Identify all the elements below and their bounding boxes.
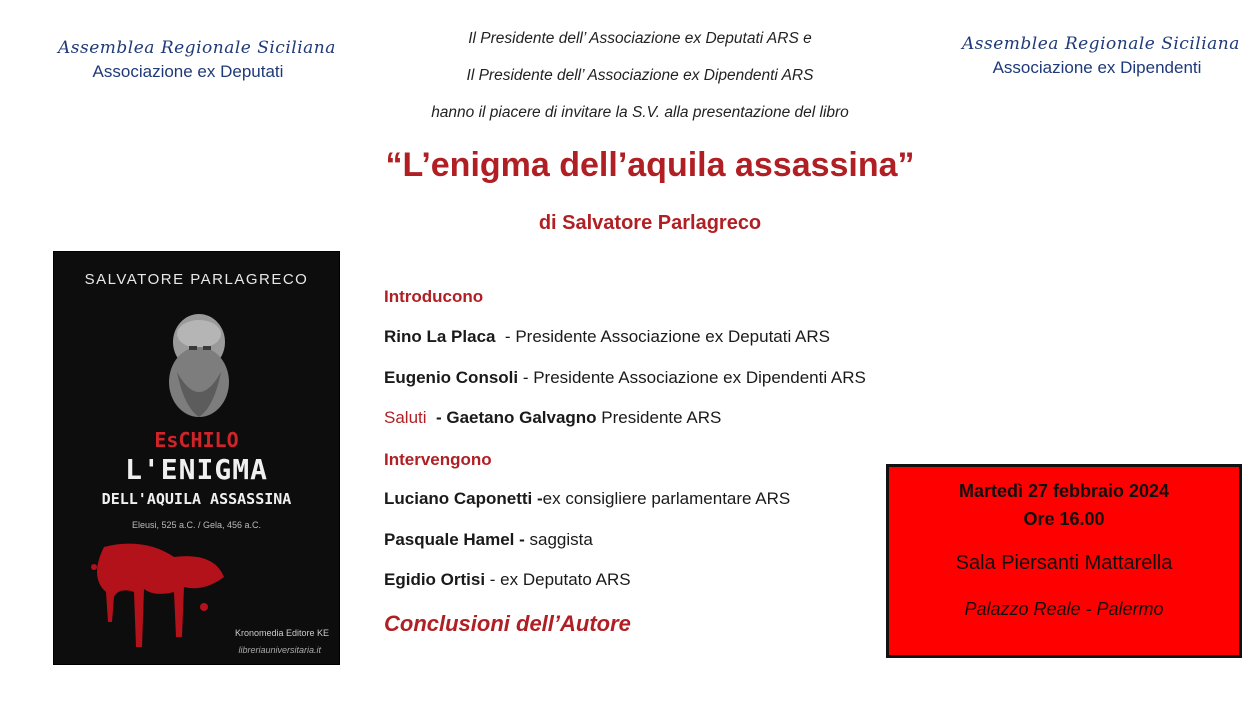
speaker-name: Luciano Caponetti - xyxy=(384,489,543,508)
cover-publisher: Kronomedia Editore KE xyxy=(234,628,329,638)
logo-ex-deputati xyxy=(58,38,336,82)
invite-line-3: hanno il piacere di invitare la S.V. alla presentazione del libro xyxy=(431,104,849,121)
book-title: “L’enigma dell’aquila assassina” xyxy=(385,146,915,184)
saluti-role: Presidente ARS xyxy=(596,408,722,427)
event-date: Martedì 27 febbraio 2024 xyxy=(958,481,1170,501)
saluti-row xyxy=(384,408,721,428)
logo-subtitle: Associazione ex Dipendenti xyxy=(992,58,1202,77)
event-room: Sala Piersanti Mattarella xyxy=(955,552,1173,574)
cover-dates: Eleusi, 525 a.C. / Gela, 456 a.C. xyxy=(131,520,262,530)
saluti-name: - Gaetano Galvagno xyxy=(426,408,597,427)
invite-line-1: Il Presidente dell’ Associazione ex Deputati ARS e xyxy=(468,30,812,47)
logo-ex-dipendenti xyxy=(962,34,1240,78)
speaker-role: saggista xyxy=(524,530,593,549)
introducono-heading: Introducono xyxy=(384,287,484,306)
logo-script-text: Assemblea Regionale Siciliana xyxy=(962,34,1240,54)
speaker-role: - Presidente Associazione ex Deputati ARS xyxy=(495,327,830,346)
logo-script-text: Assemblea Regionale Siciliana xyxy=(58,38,336,58)
speaker-name: Eugenio Consoli xyxy=(384,368,519,387)
speaker-row-4 xyxy=(384,530,593,550)
event-venue: Palazzo Reale - Palermo xyxy=(964,599,1164,619)
intervengono-heading: Intervengono xyxy=(384,450,492,469)
cover-site: libreriauniversitaria.it xyxy=(238,645,321,655)
speaker-role: - Presidente Associazione ex Dipendenti ARS xyxy=(518,368,866,387)
saluti-label: Saluti xyxy=(384,408,427,427)
bust-icon xyxy=(159,312,239,422)
speaker-row-2 xyxy=(384,368,866,388)
speaker-name: Egidio Ortisi xyxy=(384,570,486,589)
cover-eschilo: EsCHILO xyxy=(154,428,239,452)
cover-title-line1: L'ENIGMA xyxy=(125,453,268,486)
speaker-name: Rino La Placa xyxy=(384,327,496,346)
conclusioni-heading: Conclusioni dell’Autore xyxy=(384,611,631,636)
cover-author: SALVATORE PARLAGRECO xyxy=(84,271,309,288)
speaker-row-1 xyxy=(384,327,830,347)
speaker-row-5 xyxy=(384,570,631,590)
event-time: Ore 16.00 xyxy=(1023,509,1105,529)
speaker-role: - ex Deputato ARS xyxy=(485,570,631,589)
invite-block xyxy=(340,30,940,122)
event-info-box xyxy=(886,464,1242,658)
blood-splatter-icon xyxy=(84,537,244,652)
speaker-row-3 xyxy=(384,489,790,509)
speaker-name: Pasquale Hamel - xyxy=(384,530,525,549)
logo-subtitle: Associazione ex Deputati xyxy=(92,62,284,81)
invite-line-2: Il Presidente dell’ Associazione ex Dipendenti ARS xyxy=(466,67,814,84)
cover-title-line2: DELL'AQUILA ASSASSINA xyxy=(101,490,292,508)
speaker-role: ex consigliere parlamentare ARS xyxy=(542,489,791,508)
book-cover xyxy=(54,252,339,664)
book-author: di Salvatore Parlagreco xyxy=(538,212,762,234)
